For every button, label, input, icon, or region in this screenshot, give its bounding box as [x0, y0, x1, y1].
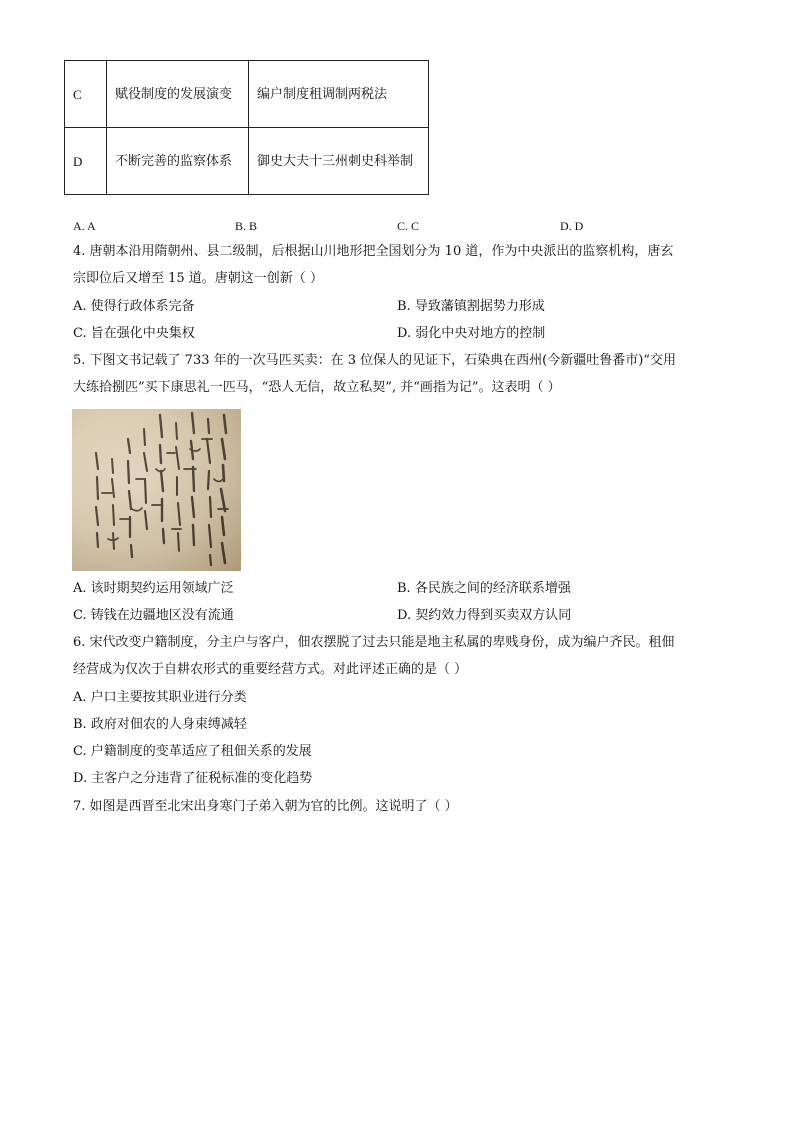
- q5-option-c: C. 铸钱在边疆地区没有流通: [73, 608, 234, 623]
- q5-option-b: B. 各民族之间的经济联系增强: [397, 581, 571, 596]
- contract-document-image: [72, 409, 241, 571]
- q6-option-c: C. 户籍制度的变革适应了租佃关系的发展: [73, 744, 312, 759]
- q4-option-c: C. 旨在强化中央集权: [73, 326, 195, 341]
- q5-stem-line2: 大练拾捌匹”买下康思礼一匹马，“恐人无信，故立私契”, 并“画指为记”。这表明（ ）: [73, 380, 561, 395]
- q4-stem-line1: 4. 唐朝本沿用隋朝州、县二级制，后根据山川地形把全国划分为 10 道，作为中央派出的监察机构，唐玄: [73, 244, 674, 259]
- row-detail: 御史大夫十三州刺史科举制: [249, 128, 429, 195]
- q4-option-a: A. 使得行政体系完备: [73, 299, 195, 314]
- q6-option-a: A. 户口主要按其职业进行分类: [73, 690, 247, 705]
- table-row: [65, 61, 429, 128]
- q6-option-d: D. 主客户之分违背了征税标准的变化趋势: [73, 771, 313, 786]
- handwritten-manuscript-icon: [72, 409, 241, 571]
- q5-option-d: D. 契约效力得到买卖双方认同: [397, 608, 572, 623]
- q4-option-b: B. 导致藩镇割据势力形成: [397, 299, 545, 314]
- q4-option-d: D. 弱化中央对地方的控制: [397, 326, 546, 341]
- q4-stem-line2: 宗即位后又增至 15 道。唐朝这一创新（ ）: [73, 271, 323, 286]
- row-detail: 编户制度租调制两税法: [249, 61, 429, 128]
- q3-option-d: D. D: [560, 219, 584, 233]
- table-row: [65, 128, 429, 195]
- q6-stem-line2: 经营成为仅次于自耕农形式的重要经营方式。对此评述正确的是（ ）: [73, 662, 468, 677]
- q3-option-c: C. C: [397, 219, 420, 233]
- row-letter: C: [65, 61, 107, 128]
- q6-option-b: B. 政府对佃农的人身束缚减轻: [73, 717, 247, 732]
- q3-option-a: A. A: [73, 219, 96, 233]
- row-item: 赋役制度的发展演变: [107, 61, 249, 128]
- q5-option-a: A. 该时期契约运用领域广泛: [73, 581, 234, 596]
- row-item: 不断完善的监察体系: [107, 128, 249, 195]
- q3-option-b: B. B: [235, 219, 258, 233]
- q5-stem-line1: 5. 下图文书记载了 733 年的一次马匹买卖：在 3 位保人的见证下，石染典在西州(今新疆吐鲁番市)“交用: [73, 353, 676, 368]
- options-table: [64, 60, 429, 195]
- q7-stem: 7. 如图是西晋至北宋出身寒门子弟入朝为官的比例。这说明了（ ）: [73, 799, 458, 814]
- q6-stem-line1: 6. 宋代改变户籍制度，分主户与客户，佃农摆脱了过去只能是地主私属的卑贱身份，成为编户齐民。租佃: [73, 635, 675, 650]
- row-letter: D: [65, 128, 107, 195]
